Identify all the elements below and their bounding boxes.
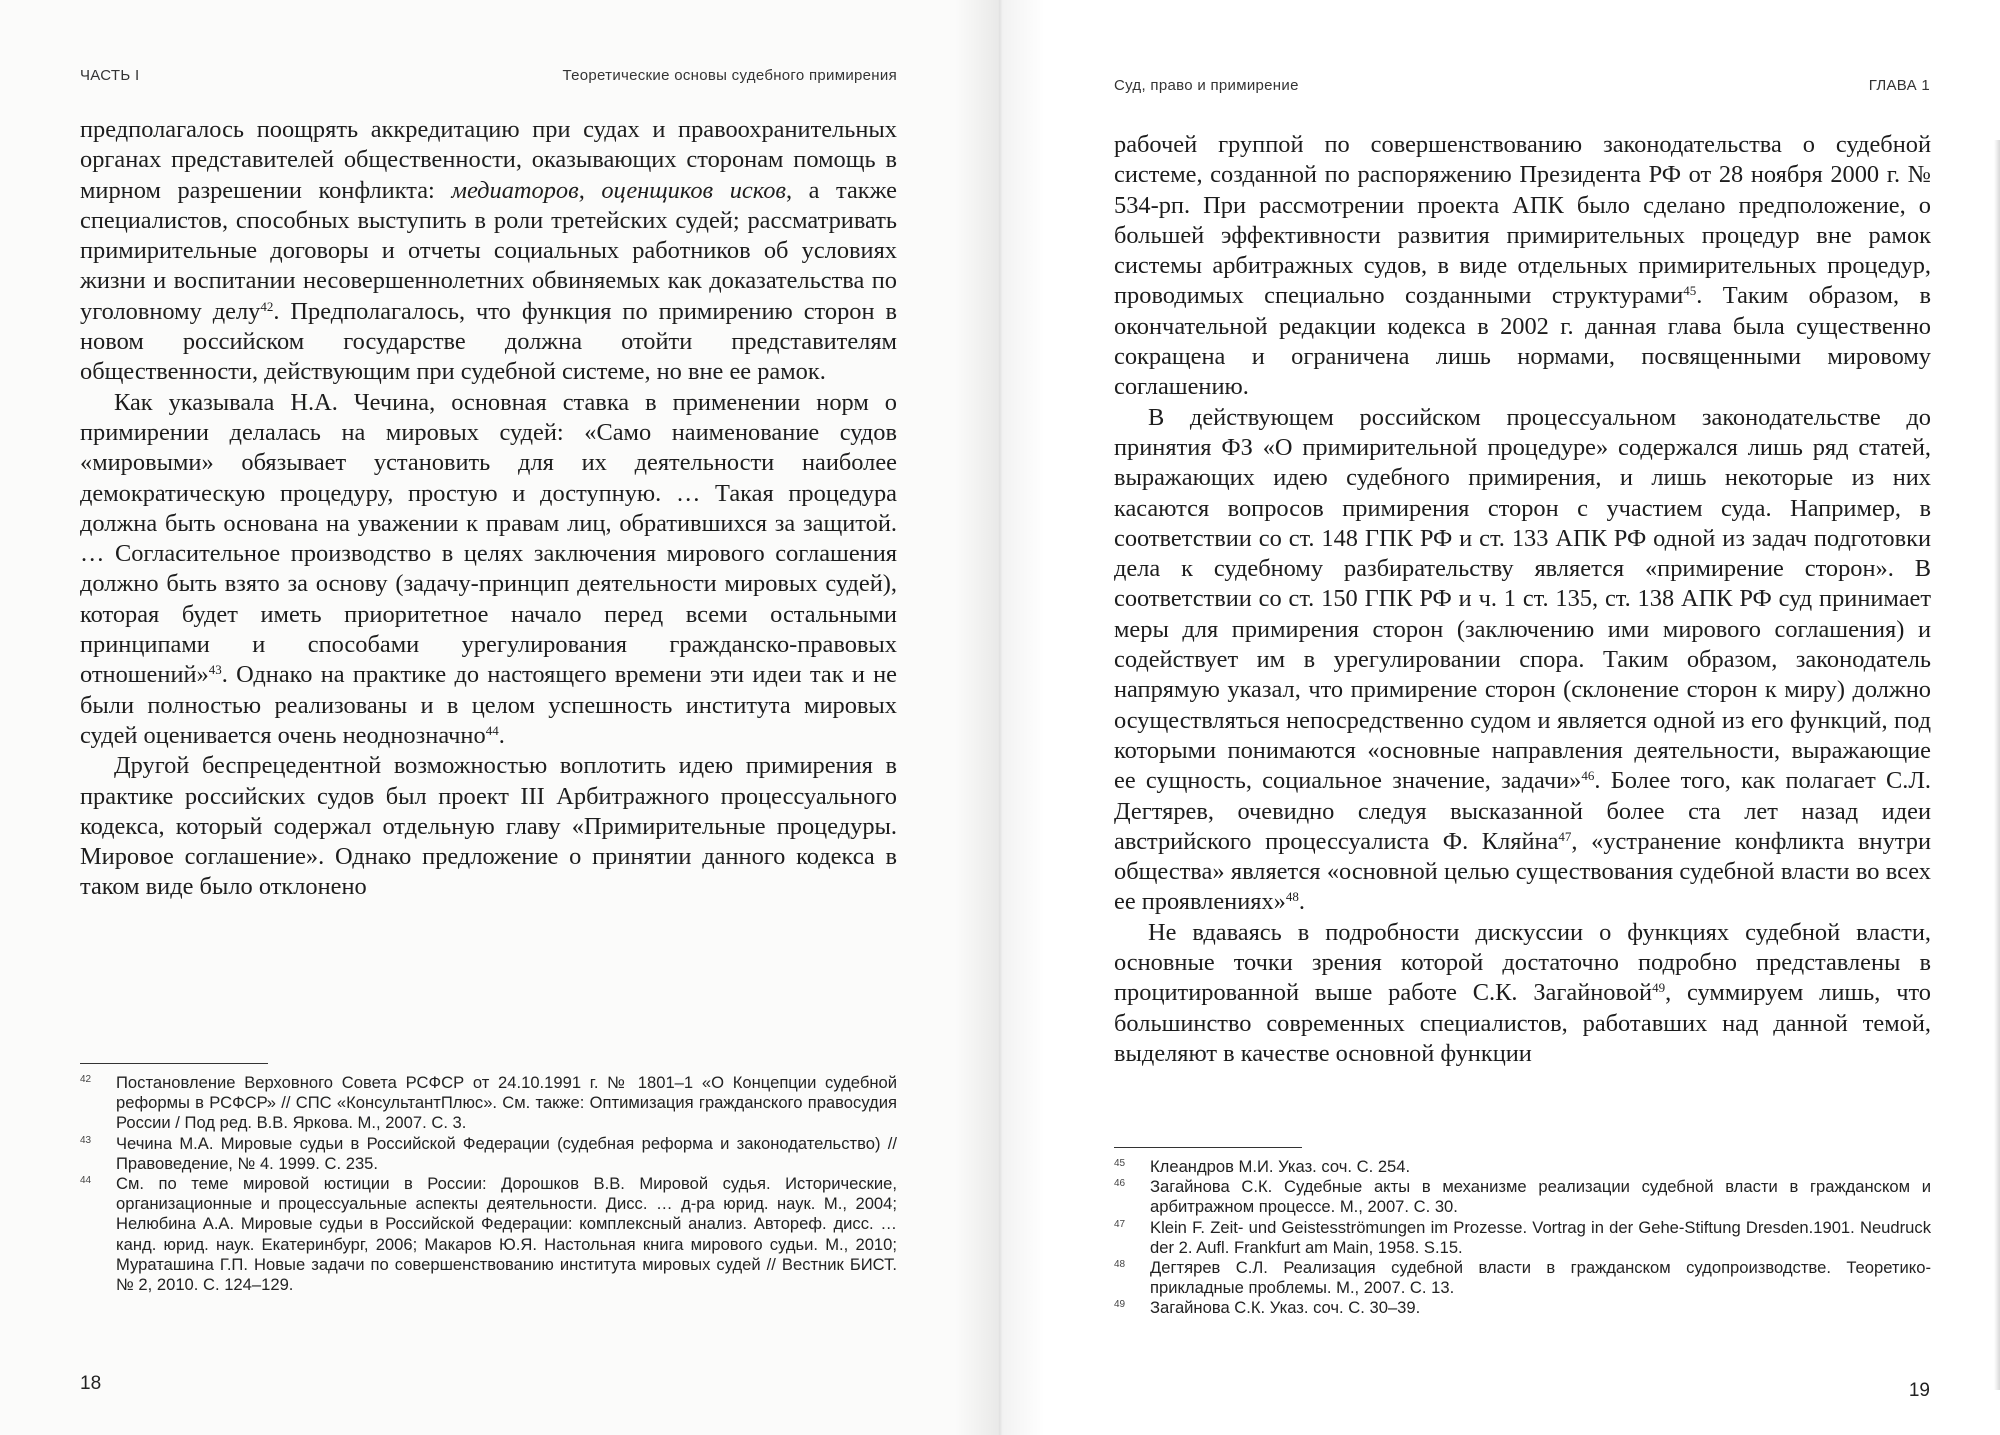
- footnote-ref[interactable]: 44: [485, 722, 499, 738]
- footnote: 48 Дегтярев С.Л. Реализация судебной власти в гражданском судопроизводстве. Теоретико-прикладные проблемы. М., 2007. С. 13.: [1114, 1258, 1931, 1298]
- footnote-ref[interactable]: 45: [1683, 283, 1697, 299]
- footnote: 44 См. по теме мировой юстиции в России: Дорошков В.В. Мировой судья. Исторические, организационные и процессуальные аспекты деятельности. Дисс. … д-ра юрид. наук. М., 2004; Нелюбина А.А. Мировые судьи в Российской Федерации: комплексный анализ. Автореф. дисс. … канд. юрид. наук. Екатеринбург, 2006; Макаров Ю.Я. Настольная книга мирового судьи. М., 2010; Мураташина Г.П. Новые задачи по совершенствованию института мировых судей // Вестник БИСТ. № 2, 2010. С. 124–129.: [80, 1174, 897, 1295]
- footnote-ref[interactable]: 48: [1285, 889, 1299, 905]
- running-head-chapter: ГЛАВА 1: [1868, 77, 1930, 94]
- page-edge: [1994, 140, 2000, 1390]
- right-page: [1000, 0, 2000, 1435]
- running-head-title: Теоретические основы судебного примирения: [562, 67, 897, 84]
- paragraph: В действующем российском процессуальном законодательстве до принятия ФЗ «О примирительной процедуре» содержался лишь ряд статей, выражающих идею судебного примирения, и лишь некоторые из них касаются вопросов примирения сторон с участием суда. Например, в соответствии со ст. 148 ГПК РФ и ст. 133 АПК РФ одной из задач подготовки дела к судебному разбирательству является «примирение сторон». В соответствии со ст. 150 ГПК РФ и ч. 1 ст. 135, ст. 138 АПК РФ суд принимает меры для примирения сторон (заключению ими мирового соглашения) и содействует им в урегулировании спора. Таким образом, законодатель напрямую указал, что примирение сторон (склонение сторон к миру) должно осуществляться непосредственно судом и является одной из его функций, под которыми понимаются «основные направления деятельности, выражающие ее сущность, социальное значение, задачи»$^{46}$. Более того, как полагает С.Л. Дегтярев, очевидно следуя высказанной более ста лет назад идеи австрийского процессуалиста Ф. Кляйна$^{47}$, «устранение конфликта внутри общества» является «основной целью существования судебной власти во всех ее проявлениях»$^{48}$.: [1114, 403, 1931, 916]
- footnote-number: 47: [1114, 1218, 1126, 1230]
- footnote: 43 Чечина М.А. Мировые судьи в Российской Федерации (судебная реформа и законодательство) // Правоведение, № 4. 1999. С. 235.: [80, 1134, 897, 1174]
- paragraph: Как указывала Н.А. Чечина, основная ставка в применении норм о примирении делалась на мировых судей: «Само наименование судов «мировыми» обязывает установить для их деятельности наиболее демократическую процедуру, простую и доступную. … Такая процедура должна быть основана на уважении к правам лиц, обратившихся за защитой. … Согласительное производство в целях заключения мирового соглашения должно быть взято за основу (задачу-принцип деятельности мировых судей), которая будет иметь приоритетное начало перед всеми остальными принципами и способами урегулирования гражданско-правовых отношений»$^{43}$. Однако на практике до настоящего времени эти идеи так и не были полностью реализованы и в целом успешность института мировых судей оценивается очень неоднозначно$^{44}$.: [80, 388, 897, 749]
- running-head-title: Суд, право и примирение: [1114, 77, 1299, 94]
- left-footnotes: [80, 1073, 897, 1295]
- paragraph: Не вдаваясь в подробности дискуссии о функциях судебной власти, основные точки зрения которой достаточно подробно представлены в процитированной выше работе С.К. Загайновой$^{49}$, суммируем лишь, что большинство современных специалистов, работавших над данной темой, выделяют в качестве основной функции: [1114, 918, 1931, 1067]
- footnote-number: 43: [80, 1134, 92, 1146]
- page-number: 18: [80, 1373, 102, 1394]
- footnote: 47 Klein F. Zeit- und Geistesströmungen im Prozesse. Vortrag in der Gehe-Stiftung Dresden.1901. Neudruck der 2. Aufl. Frankfurt am Main, 1958. S.15.: [1114, 1218, 1931, 1258]
- right-body-text: [1114, 130, 1931, 1069]
- paragraph: Другой беспрецедентной возможностью воплотить идею примирения в практике российских судов был проект III Арбитражного процессуального кодекса, который содержал отдельную главу «Примирительные процедуры. Мировое соглашение». Однако предложение о принятии данного кодекса в таком виде было отклонено: [80, 752, 897, 901]
- footnote-number: 45: [1114, 1158, 1126, 1169]
- footnote: 46 Загайнова С.К. Судебные акты в механизме реализации судебной власти в гражданском и арбитражном процессе. М., 2007. С. 30.: [1114, 1177, 1931, 1217]
- footnote-ref[interactable]: 42: [260, 298, 274, 314]
- footnote-ref[interactable]: 46: [1581, 768, 1595, 784]
- page-number: 19: [1908, 1380, 1930, 1401]
- footnote: 49 Загайнова С.К. Указ. соч. С. 30–39.: [1114, 1298, 1931, 1318]
- footnote-number: 48: [1114, 1259, 1126, 1271]
- right-footnotes: [1114, 1157, 1931, 1319]
- footnote: 42 Постановление Верховного Совета РСФСР от 24.10.1991 г. № 1801–1 «О Концепции судебной реформы в РСФСР» // СПС «КонсультантПлюс». См. также: Оптимизация гражданского правосудия России / Под ред. В.В. Яркова. М., 2007. С. 3.: [80, 1073, 897, 1134]
- footnote-number: 49: [1114, 1299, 1126, 1311]
- footnote-ref[interactable]: 47: [1558, 828, 1572, 844]
- paragraph: рабочей группой по совершенствованию законодательства о судебной системе, созданной по распоряжению Президента РФ от 28 ноября 2000 г. № 534-рп. При рассмотрении проекта АПК было сделано предположение, о большей эффективности развития примирительных процедур вне рамок системы арбитражных судов, в виде отдельных примирительных процедур, проводимых специально созданными структурами$^{45}$. Таким образом, в окончательной редакции кодекса в 2002 г. данная глава была существенно сокращена и ограничена лишь нормами, посвященными мировому соглашению.: [1114, 131, 1931, 401]
- footnote-rule: [1114, 1147, 1302, 1148]
- footnote-rule: [80, 1063, 268, 1064]
- paragraph: предполагалось поощрять аккредитацию при судах и правоохранительных органах представителей общественности, оказывающих сторонам помощь в мирном разрешении конфликта: медиаторов, оценщиков исков, а также специалистов, способных выступить в роли третейских судей; рассматривать примирительные договоры и отчеты социальных работников об условиях жизни и воспитании несовершеннолетних обвиняемых как доказательства по уголовному делу$^{42}$. Предполагалось, что функция по примирению сторон в новом российском государстве должна отойти представителям общественности, действующим при судебной системе, но вне ее рамок.: [80, 116, 898, 386]
- footnote-ref[interactable]: 49: [1652, 980, 1666, 996]
- footnote-number: 42: [80, 1074, 92, 1085]
- footnote-number: 44: [80, 1175, 92, 1187]
- footnote-number: 46: [1114, 1178, 1126, 1190]
- footnote: 45 Клеандров М.И. Указ. соч. С. 254.: [1114, 1157, 1931, 1177]
- footnote-ref[interactable]: 43: [208, 662, 222, 678]
- left-body-text: [80, 115, 897, 903]
- running-head-part: ЧАСТЬ I: [80, 67, 140, 84]
